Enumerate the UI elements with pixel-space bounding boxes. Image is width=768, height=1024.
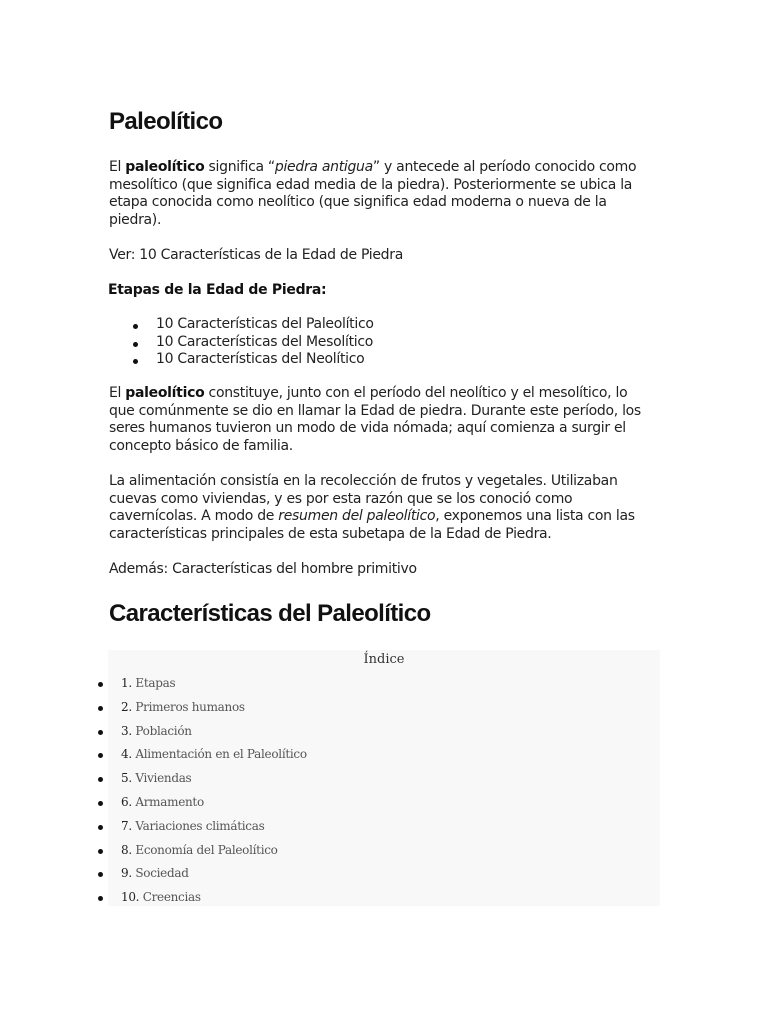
- etapas-list-item[interactable]: 10 Características del Mesolítico: [109, 334, 374, 352]
- toc-item-number: 2.: [121, 699, 132, 714]
- toc-item-label[interactable]: Primeros humanos: [135, 699, 245, 714]
- intro-text-3: ” y antecede al período conocido como mesolítico (que significa edad media de la piedra). Posteriormente se ubica la etapa conocida como neolítico (que significa edad moderna o nueva de la piedra).: [109, 159, 637, 228]
- page-title: Paleolítico: [109, 108, 223, 135]
- toc-item-label[interactable]: Sociedad: [135, 866, 189, 881]
- etapas-heading: Etapas de la Edad de Piedra:: [108, 282, 327, 298]
- bullet-icon: [98, 872, 103, 877]
- section-heading: Características del Paleolítico: [109, 600, 431, 627]
- bullet-icon: [98, 753, 103, 758]
- bullet-icon: [98, 777, 103, 782]
- toc-list: [0, 673, 307, 911]
- para2-text-1: El: [109, 385, 126, 401]
- toc-item[interactable]: [0, 792, 307, 816]
- toc-item[interactable]: [0, 721, 307, 745]
- toc-item-number: 7.: [121, 818, 132, 833]
- toc-item-number: 6.: [121, 794, 132, 809]
- toc-item[interactable]: [0, 697, 307, 721]
- intro-bold-term: paleolítico: [125, 159, 205, 175]
- toc-item-label[interactable]: Economía del Paleolítico: [135, 842, 278, 857]
- toc-item-label[interactable]: Etapas: [135, 676, 176, 690]
- bullet-icon: [98, 706, 103, 711]
- toc-item[interactable]: [0, 887, 307, 911]
- bullet-icon: [98, 849, 103, 854]
- ver-link[interactable]: Ver: 10 Características de la Edad de Piedra: [109, 247, 404, 263]
- para3-text-2: , exponemos una lista con las características principales de esta subetapa de la Edad de Piedra.: [109, 508, 635, 542]
- intro-text-1: El: [109, 159, 126, 175]
- toc-item-label[interactable]: Viviendas: [135, 771, 192, 786]
- toc-item[interactable]: [0, 816, 307, 840]
- paragraph-alimentacion: [109, 473, 649, 543]
- toc-item-label[interactable]: Variaciones climáticas: [135, 818, 265, 833]
- etapas-list: [109, 316, 374, 369]
- bullet-icon: [98, 825, 103, 830]
- para3-italic-term: resumen del paleolítico: [278, 508, 436, 525]
- toc-item-number: 9.: [121, 866, 132, 881]
- toc-item-number: 8.: [121, 842, 132, 857]
- bullet-icon: [98, 682, 103, 687]
- toc-item[interactable]: [0, 673, 307, 697]
- toc-item-number: 5.: [121, 771, 132, 786]
- toc-item[interactable]: [0, 768, 307, 792]
- toc-item-number: 1.: [121, 676, 132, 690]
- etapas-list-item[interactable]: 10 Características del Neolítico: [109, 351, 374, 369]
- paragraph-paleolitico: [109, 385, 649, 455]
- toc-item-label[interactable]: Creencias: [142, 890, 201, 905]
- toc-item-number: 3.: [121, 723, 132, 738]
- para3-text-1: La alimentación consistía en la recolección de frutos y vegetales. Utilizaban cuevas como viviendas, y es por esta razón que se los conoció como cavernícolas. A modo de: [109, 473, 618, 525]
- intro-text-2: significa “: [204, 159, 275, 175]
- bullet-icon: [98, 801, 103, 806]
- toc-item[interactable]: [0, 863, 307, 887]
- toc-item[interactable]: [0, 840, 307, 864]
- toc-item-label[interactable]: Población: [135, 723, 192, 738]
- toc-item-number: 10.: [121, 890, 140, 905]
- intro-italic-term: piedra antigua: [274, 159, 373, 175]
- toc-item-label[interactable]: Armamento: [135, 794, 204, 809]
- toc-item-number: 4.: [121, 747, 132, 762]
- bullet-icon: [98, 730, 103, 735]
- bullet-icon: [98, 896, 103, 901]
- toc-item-label[interactable]: Alimentación en el Paleolítico: [135, 747, 307, 762]
- ademas-link[interactable]: Además: Características del hombre primitivo: [109, 561, 417, 577]
- etapas-list-item[interactable]: 10 Características del Paleolítico: [109, 316, 374, 334]
- para2-text-2: constituye, junto con el período del neolítico y el mesolítico, lo que comúnmente se dio en llamar la Edad de piedra. Durante este período, los seres humanos tuvieron un modo de vida nómada; aquí comienza a surgir el concepto básico de familia.: [109, 385, 641, 454]
- toc-item[interactable]: [0, 744, 307, 768]
- toc-title: Índice: [363, 652, 405, 667]
- para2-bold-term: paleolítico: [125, 385, 205, 401]
- intro-paragraph: [109, 159, 649, 229]
